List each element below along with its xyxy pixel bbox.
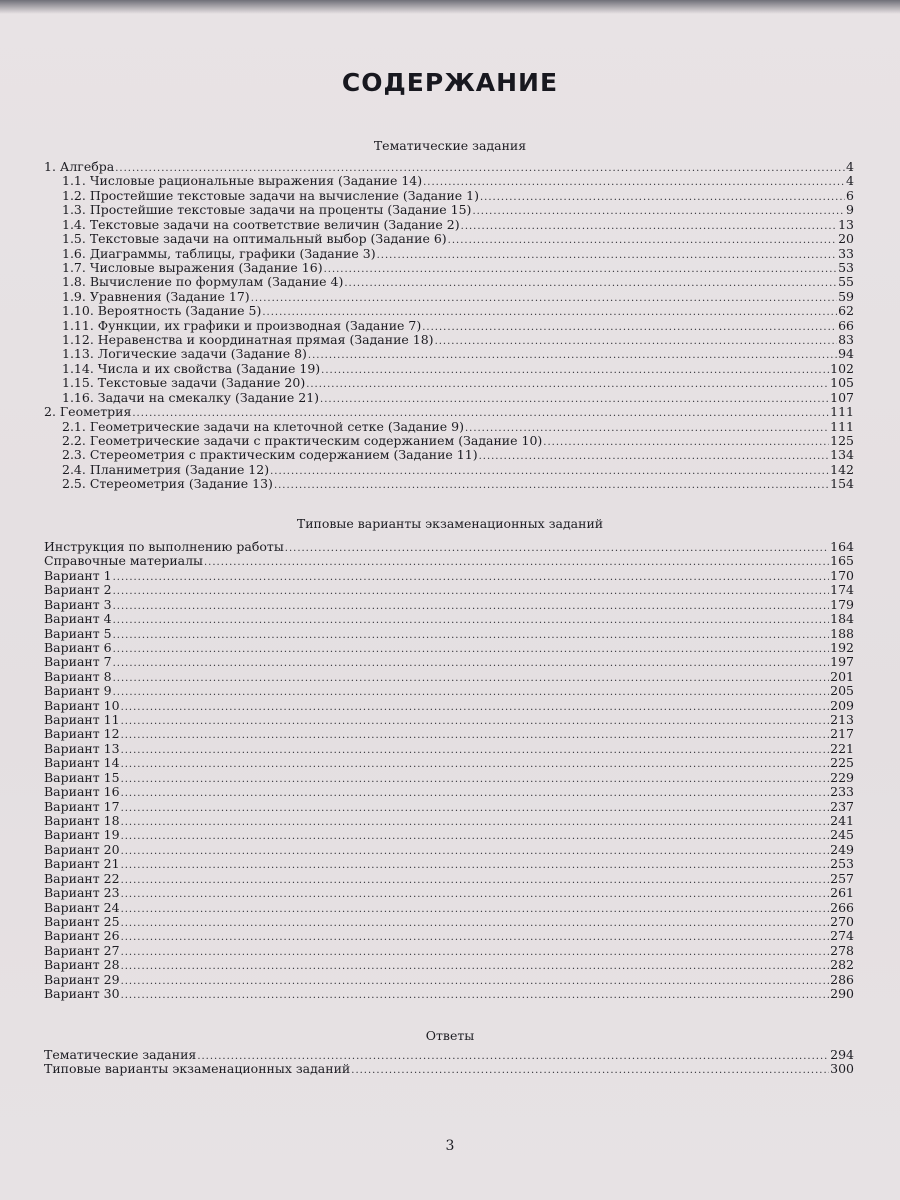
toc-entry-page: 286 bbox=[830, 971, 854, 987]
toc-entry-label: Вариант 5 bbox=[44, 625, 112, 641]
toc-entry-page: 192 bbox=[830, 639, 854, 655]
toc-entry bbox=[44, 699, 854, 713]
toc-entry-page: 164 bbox=[830, 539, 854, 554]
toc-entry-label: 1.10. Вероятность (Задание 5) bbox=[62, 303, 262, 319]
toc-entry-page: 201 bbox=[830, 668, 854, 684]
toc-leader-dots bbox=[121, 859, 830, 873]
toc-leader-dots bbox=[121, 874, 830, 888]
toc-leader-dots bbox=[121, 888, 830, 902]
toc-entry bbox=[44, 828, 854, 842]
toc-leader-dots bbox=[377, 249, 838, 263]
toc-entry bbox=[44, 362, 854, 376]
toc-entry-label: Вариант 7 bbox=[44, 654, 112, 670]
toc-leader-dots bbox=[448, 234, 837, 248]
toc-entry bbox=[44, 189, 854, 203]
toc-entry-page: 300 bbox=[830, 1061, 854, 1077]
toc-entry-label: Вариант 24 bbox=[44, 899, 120, 915]
toc-entry-page: 6 bbox=[846, 187, 854, 203]
toc-entry-label: 1.8. Вычисление по формулам (Задание 4) bbox=[62, 274, 344, 290]
toc-entry-label: 1.4. Текстовые задачи на соответствие величин (Задание 2) bbox=[62, 216, 460, 232]
toc-entry bbox=[44, 347, 854, 361]
toc-entry bbox=[44, 333, 854, 347]
toc-leader-dots bbox=[121, 903, 830, 917]
toc-entry bbox=[44, 463, 854, 477]
toc-entry-page: 274 bbox=[830, 928, 854, 944]
thematic-section-heading: Тематические задания bbox=[373, 138, 527, 153]
toc-entry-page: 102 bbox=[830, 360, 854, 376]
toc-entry-label: Вариант 23 bbox=[44, 885, 120, 901]
toc-entry bbox=[44, 160, 854, 174]
page-title: СОДЕРЖАНИЕ bbox=[341, 68, 559, 97]
toc-entry-label: Вариант 18 bbox=[44, 813, 120, 829]
toc-entry-label: 1.12. Неравенства и координатная прямая (Задание 18) bbox=[62, 332, 434, 348]
toc-entry-label: Вариант 28 bbox=[44, 957, 120, 973]
toc-leader-dots bbox=[121, 989, 830, 1003]
toc-entry bbox=[44, 814, 854, 828]
toc-entry-page: 142 bbox=[830, 461, 854, 477]
toc-leader-dots bbox=[113, 629, 830, 643]
toc-entry bbox=[44, 843, 854, 857]
toc-entry-label: Вариант 19 bbox=[44, 827, 120, 843]
toc-entry bbox=[44, 569, 854, 583]
toc-leader-dots bbox=[121, 946, 830, 960]
page-top-edge bbox=[0, 0, 900, 14]
toc-leader-dots bbox=[113, 571, 830, 585]
toc-entry-page: 174 bbox=[830, 582, 854, 598]
toc-entry-label: 1.16. Задачи на смекалку (Задание 21) bbox=[62, 389, 320, 405]
toc-entry-label: 2.3. Стереометрия с практическим содержанием (Задание 11) bbox=[62, 447, 478, 463]
toc-entry bbox=[44, 247, 854, 261]
answers-toc-list bbox=[44, 1048, 854, 1077]
toc-entry bbox=[44, 391, 854, 405]
toc-entry-label: 1.9. Уравнения (Задание 17) bbox=[62, 288, 250, 304]
toc-entry bbox=[44, 174, 854, 188]
toc-entry-label: 1.11. Функции, их графики и производная (Задание 7) bbox=[62, 317, 422, 333]
toc-leader-dots bbox=[324, 263, 838, 277]
toc-entry-label: Вариант 21 bbox=[44, 856, 120, 872]
toc-entry-label: Вариант 6 bbox=[44, 639, 112, 655]
toc-entry bbox=[44, 540, 854, 554]
toc-entry-label: Вариант 20 bbox=[44, 841, 120, 857]
toc-leader-dots bbox=[472, 205, 845, 219]
toc-leader-dots bbox=[422, 321, 837, 335]
toc-leader-dots bbox=[121, 729, 830, 743]
toc-leader-dots bbox=[351, 1064, 829, 1078]
toc-leader-dots bbox=[543, 436, 829, 450]
toc-leader-dots bbox=[344, 277, 837, 291]
toc-entry-label: Вариант 30 bbox=[44, 986, 120, 1002]
toc-leader-dots bbox=[121, 773, 830, 787]
toc-leader-dots bbox=[121, 845, 830, 859]
toc-entry-page: 105 bbox=[830, 375, 854, 391]
toc-entry bbox=[44, 684, 854, 698]
toc-entry bbox=[44, 598, 854, 612]
toc-leader-dots bbox=[321, 364, 829, 378]
toc-leader-dots bbox=[274, 479, 829, 493]
toc-entry-page: 237 bbox=[830, 798, 854, 814]
toc-entry-page: 253 bbox=[830, 856, 854, 872]
toc-leader-dots bbox=[423, 176, 845, 190]
toc-entry-label: Вариант 17 bbox=[44, 798, 120, 814]
variants-section-heading: Типовые варианты экзаменационных заданий bbox=[296, 516, 604, 531]
toc-entry bbox=[44, 973, 854, 987]
toc-entry-label: 1.6. Диаграммы, таблицы, графики (Задание 3) bbox=[62, 245, 376, 261]
toc-entry bbox=[44, 203, 854, 217]
toc-entry-page: 111 bbox=[830, 418, 854, 434]
toc-entry-label: 1.14. Числа и их свойства (Задание 19) bbox=[62, 360, 321, 376]
toc-leader-dots bbox=[121, 744, 830, 758]
toc-entry bbox=[44, 376, 854, 390]
toc-entry-page: 188 bbox=[830, 625, 854, 641]
toc-entry bbox=[44, 857, 854, 871]
toc-leader-dots bbox=[121, 931, 830, 945]
toc-entry-label: Вариант 22 bbox=[44, 870, 120, 886]
toc-entry-label: Вариант 13 bbox=[44, 740, 120, 756]
toc-entry bbox=[44, 612, 854, 626]
toc-entry bbox=[44, 434, 854, 448]
toc-entry bbox=[44, 1062, 854, 1076]
page-number: 3 bbox=[445, 1138, 455, 1154]
toc-leader-dots bbox=[121, 701, 830, 715]
toc-entry bbox=[44, 670, 854, 684]
toc-entry-label: Вариант 9 bbox=[44, 683, 112, 699]
toc-entry-page: 59 bbox=[838, 288, 854, 304]
toc-leader-dots bbox=[113, 686, 830, 700]
toc-entry-label: Инструкция по выполнению работы bbox=[44, 539, 284, 554]
answers-section-heading: Ответы bbox=[425, 1028, 475, 1043]
toc-entry bbox=[44, 987, 854, 1001]
toc-entry-label: Вариант 11 bbox=[44, 712, 120, 728]
toc-entry-page: 282 bbox=[830, 957, 854, 973]
toc-entry-label: Вариант 3 bbox=[44, 596, 112, 612]
toc-leader-dots bbox=[113, 614, 830, 628]
toc-entry-page: 170 bbox=[830, 567, 854, 583]
toc-leader-dots bbox=[270, 465, 829, 479]
toc-entry bbox=[44, 901, 854, 915]
toc-leader-dots bbox=[121, 802, 830, 816]
toc-entry-label: 2.5. Стереометрия (Задание 13) bbox=[62, 476, 273, 492]
toc-entry bbox=[44, 477, 854, 491]
toc-entry-label: Вариант 14 bbox=[44, 755, 120, 771]
toc-leader-dots bbox=[113, 643, 830, 657]
toc-entry-label: Вариант 26 bbox=[44, 928, 120, 944]
toc-entry-label: 1.5. Текстовые задачи на оптимальный выбор (Задание 6) bbox=[62, 231, 447, 247]
toc-entry bbox=[44, 872, 854, 886]
toc-entry bbox=[44, 655, 854, 669]
toc-entry-page: 225 bbox=[830, 755, 854, 771]
toc-leader-dots bbox=[121, 960, 830, 974]
toc-entry-label: 1. Алгебра bbox=[44, 159, 115, 174]
toc-entry bbox=[44, 583, 854, 597]
toc-entry-label: Вариант 12 bbox=[44, 726, 120, 742]
toc-entry bbox=[44, 319, 854, 333]
toc-entry-label: 1.2. Простейшие текстовые задачи на вычисление (Задание 1) bbox=[62, 187, 479, 203]
variants-toc-list bbox=[44, 540, 854, 1002]
toc-entry-page: 20 bbox=[838, 231, 854, 247]
toc-entry-page: 134 bbox=[830, 447, 854, 463]
toc-leader-dots bbox=[113, 600, 830, 614]
toc-entry-label: 2.1. Геометрические задачи на клеточной сетке (Задание 9) bbox=[62, 418, 464, 434]
toc-entry bbox=[44, 958, 854, 972]
toc-leader-dots bbox=[435, 335, 838, 349]
toc-entry-page: 257 bbox=[830, 870, 854, 886]
toc-entry-page: 165 bbox=[830, 553, 854, 569]
toc-entry-page: 13 bbox=[838, 216, 854, 232]
toc-entry-label: Типовые варианты экзаменационных заданий bbox=[44, 1061, 351, 1077]
toc-entry-page: 217 bbox=[830, 726, 854, 742]
toc-leader-dots bbox=[251, 292, 837, 306]
toc-leader-dots bbox=[121, 975, 830, 989]
toc-leader-dots bbox=[308, 349, 837, 363]
toc-entry-label: Вариант 27 bbox=[44, 942, 120, 958]
toc-entry-label: Вариант 10 bbox=[44, 697, 120, 713]
toc-entry-label: Вариант 25 bbox=[44, 913, 120, 929]
toc-leader-dots bbox=[121, 787, 830, 801]
toc-entry-page: 184 bbox=[830, 611, 854, 627]
toc-entry-page: 213 bbox=[830, 712, 854, 728]
toc-entry-page: 221 bbox=[830, 740, 854, 756]
toc-entry bbox=[44, 713, 854, 727]
toc-entry-label: Вариант 15 bbox=[44, 769, 120, 785]
toc-entry-label: Вариант 4 bbox=[44, 611, 112, 627]
toc-entry bbox=[44, 641, 854, 655]
toc-entry-label: Вариант 1 bbox=[44, 567, 112, 583]
toc-entry-page: 249 bbox=[830, 841, 854, 857]
toc-entry-label: Вариант 2 bbox=[44, 582, 112, 598]
toc-entry-label: 2.4. Планиметрия (Задание 12) bbox=[62, 461, 270, 477]
thematic-toc-list bbox=[44, 160, 854, 492]
toc-leader-dots bbox=[479, 450, 830, 464]
toc-entry bbox=[44, 554, 854, 568]
toc-entry-page: 111 bbox=[830, 404, 854, 420]
toc-entry-page: 245 bbox=[830, 827, 854, 843]
toc-leader-dots bbox=[285, 542, 829, 556]
toc-entry-page: 66 bbox=[838, 317, 854, 333]
toc-entry-page: 83 bbox=[838, 332, 854, 348]
toc-entry-page: 197 bbox=[830, 654, 854, 670]
toc-leader-dots bbox=[306, 378, 829, 392]
toc-entry-page: 4 bbox=[846, 173, 854, 189]
toc-entry-label: 1.15. Текстовые задачи (Задание 20) bbox=[62, 375, 306, 391]
toc-leader-dots bbox=[204, 556, 829, 570]
toc-leader-dots bbox=[121, 830, 830, 844]
toc-entry-page: 241 bbox=[830, 813, 854, 829]
toc-entry-page: 290 bbox=[830, 986, 854, 1002]
toc-entry-page: 107 bbox=[830, 389, 854, 405]
toc-entry bbox=[44, 420, 854, 434]
toc-entry bbox=[44, 886, 854, 900]
toc-entry-label: Тематические задания bbox=[44, 1047, 197, 1062]
toc-entry-page: 62 bbox=[838, 303, 854, 319]
toc-entry bbox=[44, 727, 854, 741]
toc-leader-dots bbox=[480, 191, 845, 205]
toc-entry bbox=[44, 915, 854, 929]
toc-entry-page: 179 bbox=[830, 596, 854, 612]
toc-entry-page: 266 bbox=[830, 899, 854, 915]
toc-leader-dots bbox=[113, 657, 830, 671]
toc-entry bbox=[44, 756, 854, 770]
toc-entry-page: 33 bbox=[838, 245, 854, 261]
toc-entry bbox=[44, 290, 854, 304]
toc-leader-dots bbox=[113, 585, 830, 599]
toc-leader-dots bbox=[121, 715, 830, 729]
toc-entry bbox=[44, 261, 854, 275]
toc-entry bbox=[44, 405, 854, 419]
toc-entry bbox=[44, 1048, 854, 1062]
toc-entry-label: Вариант 29 bbox=[44, 971, 120, 987]
toc-entry-label: 2. Геометрия bbox=[44, 404, 132, 420]
toc-entry-label: 1.7. Числовые выражения (Задание 16) bbox=[62, 259, 323, 275]
toc-entry-label: 2.2. Геометрические задачи с практическим содержанием (Задание 10) bbox=[62, 433, 543, 449]
toc-entry bbox=[44, 448, 854, 462]
toc-entry-label: Справочные материалы bbox=[44, 553, 203, 569]
toc-entry bbox=[44, 275, 854, 289]
toc-entry-page: 53 bbox=[838, 259, 854, 275]
toc-entry bbox=[44, 785, 854, 799]
toc-entry-page: 205 bbox=[830, 683, 854, 699]
toc-entry-page: 270 bbox=[830, 913, 854, 929]
toc-entry-page: 233 bbox=[830, 784, 854, 800]
toc-leader-dots bbox=[121, 816, 830, 830]
toc-entry bbox=[44, 304, 854, 318]
toc-entry bbox=[44, 944, 854, 958]
toc-entry-label: 1.3. Простейшие текстовые задачи на проценты (Задание 15) bbox=[62, 202, 472, 218]
toc-entry bbox=[44, 218, 854, 232]
toc-leader-dots bbox=[121, 758, 830, 772]
toc-entry-page: 294 bbox=[830, 1047, 854, 1062]
toc-leader-dots bbox=[121, 917, 830, 931]
toc-entry-page: 154 bbox=[830, 476, 854, 492]
toc-entry-page: 55 bbox=[838, 274, 854, 290]
toc-entry bbox=[44, 929, 854, 943]
toc-entry-page: 94 bbox=[838, 346, 854, 362]
toc-entry bbox=[44, 627, 854, 641]
toc-entry-page: 261 bbox=[830, 885, 854, 901]
toc-leader-dots bbox=[320, 393, 829, 407]
toc-entry bbox=[44, 232, 854, 246]
toc-entry-label: 1.13. Логические задачи (Задание 8) bbox=[62, 346, 307, 362]
toc-entry bbox=[44, 771, 854, 785]
toc-entry-page: 125 bbox=[830, 433, 854, 449]
toc-entry bbox=[44, 742, 854, 756]
toc-entry-label: Вариант 16 bbox=[44, 784, 120, 800]
toc-entry bbox=[44, 800, 854, 814]
toc-leader-dots bbox=[113, 672, 830, 686]
toc-entry-page: 209 bbox=[830, 697, 854, 713]
toc-entry-page: 9 bbox=[846, 202, 854, 218]
toc-entry-page: 4 bbox=[846, 159, 854, 174]
toc-entry-page: 278 bbox=[830, 942, 854, 958]
toc-entry-page: 229 bbox=[830, 769, 854, 785]
toc-entry-label: 1.1. Числовые рациональные выражения (Задание 14) bbox=[62, 173, 423, 189]
toc-entry-label: Вариант 8 bbox=[44, 668, 112, 684]
toc-leader-dots bbox=[461, 220, 837, 234]
